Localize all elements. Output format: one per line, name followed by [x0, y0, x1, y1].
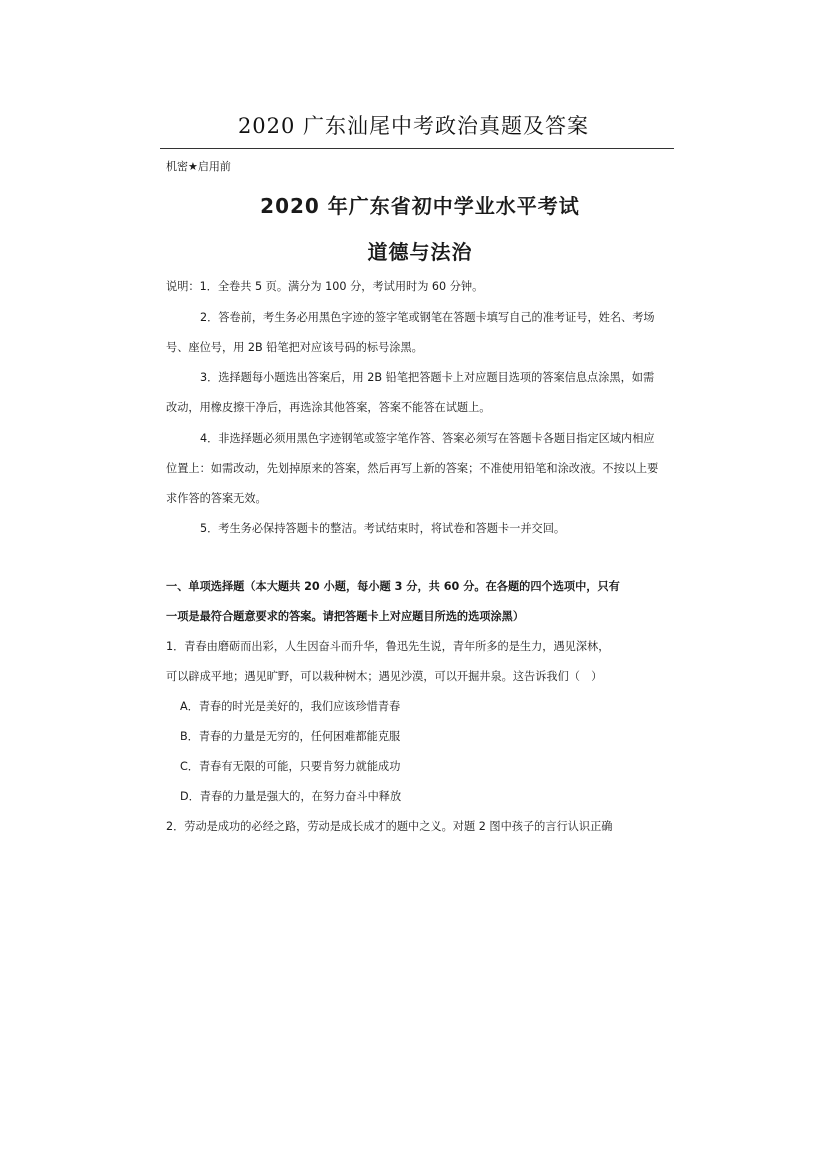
- title-divider: [160, 148, 674, 149]
- document-title: 2020 广东汕尾中考政治真题及答案: [237, 114, 590, 138]
- instruction-line: 位置上：如需改动，先划掉原来的答案，然后再写上新的答案；不准使用铅笔和涂改液。不按以上要: [166, 462, 659, 475]
- instruction-line: 2．答卷前，考生务必用黑色字迹的签字笔或钢笔在答题卡填写自己的准考证号，姓名、考场: [200, 311, 655, 324]
- exam-title: 2020 年广东省初中学业水平考试: [260, 194, 580, 218]
- question-stem: 可以辟成平地；遇见旷野，可以栽种树木；遇见沙漠，可以开掘井泉。这告诉我们（ ）: [166, 670, 603, 683]
- instruction-line: 求作答的答案无效。: [166, 492, 267, 505]
- section-heading: 一项是最符合题意要求的答案。请把答题卡上对应题目所选的选项涂黑）: [166, 610, 525, 623]
- instruction-line: 号、座位号，用 2B 铅笔把对应该号码的标号涂黑。: [166, 341, 423, 354]
- subject-title: 道德与法治: [367, 240, 473, 264]
- instruction-line: 改动，用橡皮擦干净后，再选涂其他答案，答案不能答在试题上。: [166, 401, 491, 414]
- scanned-exam-page: [160, 152, 680, 852]
- section-heading: 一、单项选择题（本大题共 20 小题，每小题 3 分，共 60 分。在各题的四个选项中，只有: [166, 580, 620, 593]
- answer-option: B．青春的力量是无穷的，任何困难都能克服: [180, 730, 401, 743]
- answer-option: A．青春的时光是美好的，我们应该珍惜青春: [180, 700, 401, 713]
- question-stem: 1．青春由磨砺而出彩，人生因奋斗而升华，鲁迅先生说，青年所多的是生力，遇见深林，: [166, 640, 610, 653]
- answer-option: D．青春的力量是强大的，在努力奋斗中释放: [180, 790, 402, 803]
- answer-option: C．青春有无限的可能，只要肯努力就能成功: [180, 760, 401, 773]
- instruction-line: 5．考生务必保持答题卡的整洁。考试结束时，将试卷和答题卡一并交回。: [200, 522, 566, 535]
- instruction-line: 说明：1．全卷共 5 页。满分为 100 分，考试用时为 60 分钟。: [166, 280, 484, 293]
- question-stem: 2．劳动是成功的必经之路，劳动是成长成才的题中之义。对题 2 图中孩子的言行认识正确: [166, 820, 613, 833]
- instruction-line: 3．选择题每小题选出答案后，用 2B 铅笔把答题卡上对应题目选项的答案信息点涂黑，如需: [200, 371, 655, 384]
- instruction-line: 4．非选择题必须用黑色字迹钢笔或签字笔作答、答案必须写在答题卡各题目指定区域内相应: [200, 432, 655, 445]
- confidential-label: 机密★启用前: [166, 160, 231, 173]
